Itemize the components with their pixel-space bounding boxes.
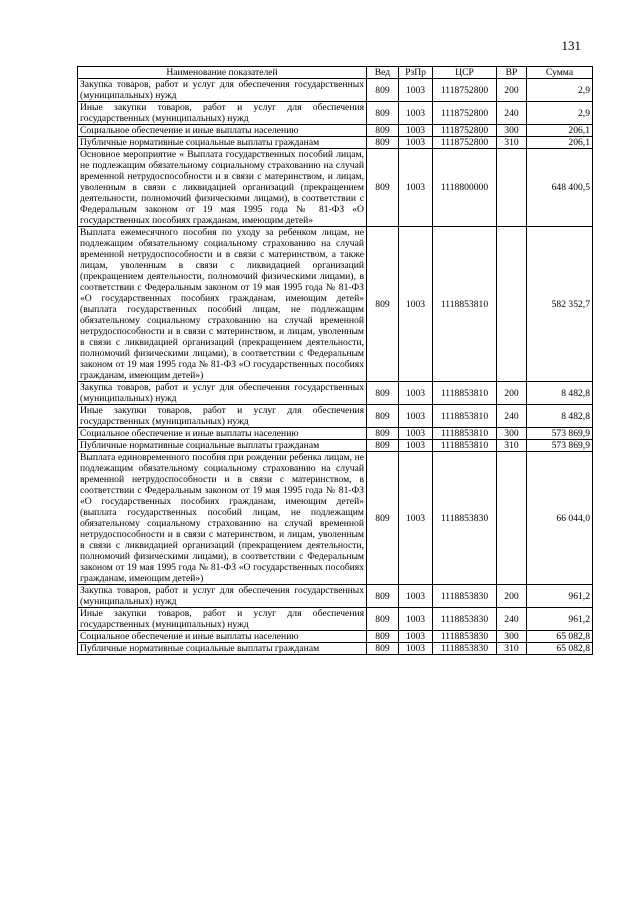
cell-sum: 65 082,8 bbox=[527, 643, 593, 655]
cell-name: Выплата ежемесячного пособия по уходу за ребенком лицам, не подлежащим обязательному социальному страхованию на случай временной нетрудоспособности и в связи с материнством, а также лицам, уволенным в связи с ликвидацией организаций (прекращением деятельности, полномочий физическими лицами), в соответствии с Федеральным законом от 19 мая 1995 года № 81-ФЗ «О государственных пособиях гражданам, имеющим детей» (выплата государственных пособий лицам, не подлежащим обязательному социальному страхованию на случай временной нетрудоспособности и в связи с материнством, и лицам, уволенным в связи с ликвидацией организаций (прекращением деятельности, полномочий физическими лицами), в соответствии с Федеральным законом от 19 мая 1995 года № 81-ФЗ «О государственных пособиях гражданам, имеющим детей») bbox=[78, 227, 367, 382]
cell-vr: 240 bbox=[497, 608, 527, 631]
cell-vr bbox=[497, 149, 527, 227]
cell-vr: 300 bbox=[497, 631, 527, 643]
cell-vr: 310 bbox=[497, 440, 527, 452]
cell-name: Социальное обеспечение и иные выплаты населению bbox=[78, 125, 367, 137]
cell-ved: 809 bbox=[367, 631, 399, 643]
cell-name: Публичные нормативные социальные выплаты гражданам bbox=[78, 137, 367, 149]
cell-ved: 809 bbox=[367, 227, 399, 382]
cell-rzpr: 1003 bbox=[399, 227, 433, 382]
header-ved: Вед bbox=[367, 67, 399, 79]
cell-sum: 206,1 bbox=[527, 125, 593, 137]
cell-csr: 1118752800 bbox=[433, 102, 497, 125]
cell-name: Публичные нормативные социальные выплаты гражданам bbox=[78, 440, 367, 452]
cell-csr: 1118853830 bbox=[433, 608, 497, 631]
cell-rzpr: 1003 bbox=[399, 585, 433, 608]
cell-rzpr: 1003 bbox=[399, 452, 433, 585]
cell-name: Публичные нормативные социальные выплаты гражданам bbox=[78, 643, 367, 655]
header-vr: ВР bbox=[497, 67, 527, 79]
cell-ved: 809 bbox=[367, 405, 399, 428]
cell-vr: 200 bbox=[497, 382, 527, 405]
cell-sum: 2,9 bbox=[527, 79, 593, 102]
cell-sum: 961,2 bbox=[527, 585, 593, 608]
cell-vr: 300 bbox=[497, 428, 527, 440]
cell-sum: 206,1 bbox=[527, 137, 593, 149]
cell-vr bbox=[497, 452, 527, 585]
cell-vr bbox=[497, 227, 527, 382]
cell-rzpr: 1003 bbox=[399, 125, 433, 137]
table-row bbox=[78, 79, 593, 102]
cell-ved: 809 bbox=[367, 643, 399, 655]
table-row bbox=[78, 102, 593, 125]
cell-name: Иные закупки товаров, работ и услуг для обеспечения государственных (муниципальных) нужд bbox=[78, 405, 367, 428]
cell-ved: 809 bbox=[367, 382, 399, 405]
cell-vr: 240 bbox=[497, 102, 527, 125]
header-sum: Сумма bbox=[527, 67, 593, 79]
cell-ved: 809 bbox=[367, 102, 399, 125]
page-number: 131 bbox=[561, 38, 581, 53]
cell-sum: 65 082,8 bbox=[527, 631, 593, 643]
cell-ved: 809 bbox=[367, 149, 399, 227]
cell-csr: 1118752800 bbox=[433, 137, 497, 149]
cell-vr: 310 bbox=[497, 643, 527, 655]
table-row bbox=[78, 440, 593, 452]
cell-sum: 2,9 bbox=[527, 102, 593, 125]
cell-sum: 961,2 bbox=[527, 608, 593, 631]
cell-name: Закупка товаров, работ и услуг для обеспечения государственных (муниципальных) нужд bbox=[78, 585, 367, 608]
cell-name: Иные закупки товаров, работ и услуг для обеспечения государственных (муниципальных) нужд bbox=[78, 608, 367, 631]
cell-vr: 240 bbox=[497, 405, 527, 428]
cell-csr: 1118800000 bbox=[433, 149, 497, 227]
cell-ved: 809 bbox=[367, 452, 399, 585]
cell-rzpr: 1003 bbox=[399, 428, 433, 440]
cell-ved: 809 bbox=[367, 608, 399, 631]
cell-csr: 1118853830 bbox=[433, 643, 497, 655]
cell-csr: 1118853810 bbox=[433, 428, 497, 440]
cell-rzpr: 1003 bbox=[399, 102, 433, 125]
cell-csr: 1118853810 bbox=[433, 405, 497, 428]
cell-ved: 809 bbox=[367, 585, 399, 608]
cell-sum: 648 400,5 bbox=[527, 149, 593, 227]
budget-table bbox=[77, 66, 593, 655]
cell-vr: 200 bbox=[497, 585, 527, 608]
cell-vr: 300 bbox=[497, 125, 527, 137]
cell-rzpr: 1003 bbox=[399, 440, 433, 452]
cell-vr: 200 bbox=[497, 79, 527, 102]
header-name: Наименование показателей bbox=[78, 67, 367, 79]
cell-sum: 66 044,0 bbox=[527, 452, 593, 585]
table-row bbox=[78, 137, 593, 149]
table-row bbox=[78, 382, 593, 405]
cell-rzpr: 1003 bbox=[399, 149, 433, 227]
cell-sum: 8 482,8 bbox=[527, 405, 593, 428]
table-row bbox=[78, 452, 593, 585]
cell-csr: 1118853830 bbox=[433, 631, 497, 643]
cell-rzpr: 1003 bbox=[399, 643, 433, 655]
cell-ved: 809 bbox=[367, 137, 399, 149]
table-row bbox=[78, 631, 593, 643]
cell-csr: 1118853810 bbox=[433, 227, 497, 382]
cell-ved: 809 bbox=[367, 125, 399, 137]
header-rzpr: РзПр bbox=[399, 67, 433, 79]
cell-name: Закупка товаров, работ и услуг для обеспечения государственных (муниципальных) нужд bbox=[78, 79, 367, 102]
table-row bbox=[78, 125, 593, 137]
cell-name: Выплата единовременного пособия при рождении ребенка лицам, не подлежащим обязательному социальному страхованию на случай временной нетрудоспособности и в связи с материнством, в соответствии с Федеральным законом от 19 мая 1995 года № 81-ФЗ «О государственных пособиях гражданам, имеющим детей» (выплата государственных пособий лицам, не подлежащим обязательному социальному страхованию на случай временной нетрудоспособности и в связи с материнством, и лицам, уволенным в связи с ликвидацией организаций (прекращением деятельности, полномочий физическими лицами), в соответствии с Федеральным законом от 19 мая 1995 года № 81-ФЗ «О государственных пособиях гражданам, имеющим детей») bbox=[78, 452, 367, 585]
cell-sum: 582 352,7 bbox=[527, 227, 593, 382]
cell-csr: 1118752800 bbox=[433, 79, 497, 102]
cell-sum: 573 869,9 bbox=[527, 440, 593, 452]
cell-csr: 1118853830 bbox=[433, 585, 497, 608]
cell-name: Основное мероприятие « Выплата государственных пособий лицам, не подлежащим обязательному социальному страхованию на случай временной нетрудоспособности и в связи с материнством, и лицам, уволенным в связи с ликвидацией организаций (прекращением деятельности, полномочий физическими лицами), в соответствии с Федеральным законом от 19 мая 1995 года № 81-ФЗ «О государственных пособиях гражданам, имеющим детей» bbox=[78, 149, 367, 227]
cell-name: Социальное обеспечение и иные выплаты населению bbox=[78, 631, 367, 643]
cell-sum: 8 482,8 bbox=[527, 382, 593, 405]
cell-rzpr: 1003 bbox=[399, 405, 433, 428]
table-row bbox=[78, 643, 593, 655]
cell-ved: 809 bbox=[367, 440, 399, 452]
cell-sum: 573 869,9 bbox=[527, 428, 593, 440]
table-row bbox=[78, 405, 593, 428]
cell-rzpr: 1003 bbox=[399, 608, 433, 631]
cell-rzpr: 1003 bbox=[399, 382, 433, 405]
cell-name: Социальное обеспечение и иные выплаты населению bbox=[78, 428, 367, 440]
cell-ved: 809 bbox=[367, 79, 399, 102]
table-row bbox=[78, 585, 593, 608]
table-row bbox=[78, 149, 593, 227]
header-csr: ЦСР bbox=[433, 67, 497, 79]
table-row bbox=[78, 428, 593, 440]
table-header-row bbox=[78, 67, 593, 79]
cell-csr: 1118752800 bbox=[433, 125, 497, 137]
cell-csr: 1118853810 bbox=[433, 440, 497, 452]
cell-csr: 1118853830 bbox=[433, 452, 497, 585]
cell-csr: 1118853810 bbox=[433, 382, 497, 405]
table-row bbox=[78, 608, 593, 631]
cell-name: Закупка товаров, работ и услуг для обеспечения государственных (муниципальных) нужд bbox=[78, 382, 367, 405]
cell-rzpr: 1003 bbox=[399, 137, 433, 149]
cell-rzpr: 1003 bbox=[399, 79, 433, 102]
table-row bbox=[78, 227, 593, 382]
cell-name: Иные закупки товаров, работ и услуг для обеспечения государственных (муниципальных) нужд bbox=[78, 102, 367, 125]
cell-rzpr: 1003 bbox=[399, 631, 433, 643]
cell-vr: 310 bbox=[497, 137, 527, 149]
cell-ved: 809 bbox=[367, 428, 399, 440]
